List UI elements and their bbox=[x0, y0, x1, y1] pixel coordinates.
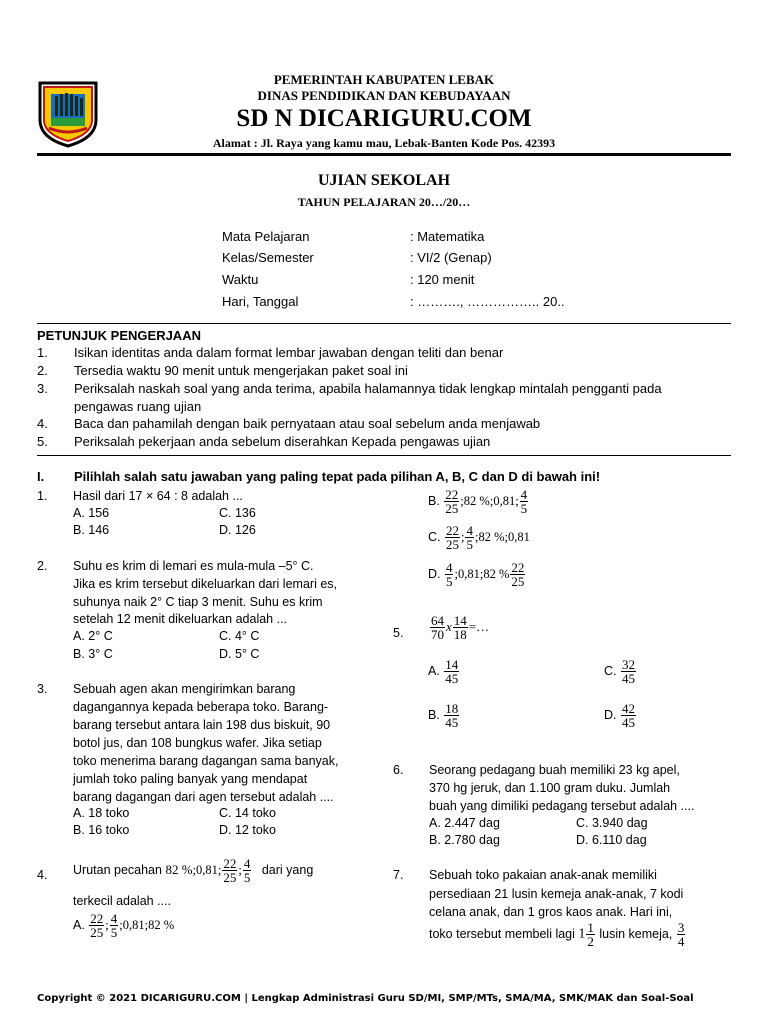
info-label: Hari, Tanggal bbox=[222, 294, 299, 309]
question-7: 7. Sebuah toko pakaian anak-anak memiliki persediaan 21 lusin kemeja anak-anak, 7 kodi celana anak, dan 1 gros kaos anak. Hari ini, toko tersebut membeli lagi 1 $\frac{1}{2}$ lusin kemeja, $\frac{3}{4}$ bbox=[393, 868, 685, 949]
question-4: 4. Urutan pecahan 82 %;0,81; $\frac{22}{25}$ ; $\frac{4}{5}$ dari yang terkecil adalah .... A. $\frac{22}{25}$ ; $\frac{4}{5}$ ;0,81;82 % bbox=[37, 856, 314, 940]
option-b[interactable]: B. $\frac{22}{25}$ ;82 %;0,81; $\frac{4}{5}$ bbox=[428, 487, 528, 516]
option-c[interactable]: C. $\frac{32}{45}$ bbox=[604, 657, 635, 686]
question-5: 5. $\frac{64}{70}$ x $\frac{14}{18}$ =… A. $\frac{14}{45}$ C. $\frac{32}{45}$ B. $\frac{18}{45}$ D. $\frac{42}{45}$ bbox=[393, 613, 635, 730]
info-value: : ………., …………….. 20.. bbox=[410, 294, 565, 309]
exam-year: TAHUN PELAJARAN 20…/20… bbox=[297, 195, 471, 209]
info-label: Waktu bbox=[222, 272, 259, 287]
exam-title: UJIAN SEKOLAH bbox=[317, 172, 451, 189]
option-a[interactable]: A. 18 toko bbox=[73, 806, 130, 820]
question-2: 2. Suhu es krim di lemari es mula-mula –5° C. Jika es krim tersebut dikeluarkan dari lemari es, suhunya naik 2° C tiap 3 menit. Suhu es krim setelah 12 menit dikeluarkan adalah ... A. 2° C C. 4° C B. 3° C D. 5° C bbox=[37, 559, 337, 661]
info-value: : Matematika bbox=[410, 229, 485, 244]
option-a[interactable]: A. 156 bbox=[73, 506, 110, 520]
option-b[interactable]: B. 2.780 dag bbox=[429, 833, 500, 847]
option-a[interactable]: A. 2.447 dag bbox=[429, 816, 500, 830]
footer-copyright: Copyright © 2021 DICARIGURU.COM | Lengkap Administrasi Guru SD/MI, SMP/MTs, SMA/MA, SMK/MAK dan Soal-Soal bbox=[37, 993, 694, 1004]
option-b[interactable]: B. 146 bbox=[73, 523, 110, 537]
option-c[interactable]: C. 3.940 dag bbox=[576, 816, 648, 830]
instruction-item: 2. Tersedia waktu 90 menit untuk mengerjakan paket soal ini bbox=[37, 363, 408, 378]
instructions-title: PETUNJUK PENGERJAAN bbox=[37, 328, 201, 343]
option-a[interactable]: A. $\frac{14}{45}$ bbox=[428, 657, 459, 686]
header-divider-thick bbox=[37, 153, 731, 156]
department-name: DINAS PENDIDIKAN DAN KEBUDAYAAN bbox=[257, 88, 511, 103]
question-6: 6. Seorang pedagang buah memiliki 23 kg apel, 370 hg jeruk, dan 1.100 gram duku. Jumlah buah yang dimiliki pedagang tersebut adalah .... A. 2.447 dag C. 3.940 dag B. 2.780 dag D. 6.110 dag bbox=[393, 763, 695, 847]
info-value: : VI/2 (Genap) bbox=[410, 250, 492, 265]
section-heading: I. Pilihlah salah satu jawaban yang paling tepat pada pilihan A, B, C dan D di bawah ini! bbox=[37, 469, 601, 484]
info-label: Kelas/Semester bbox=[222, 250, 314, 265]
question-1: 1. Hasil dari 17 × 64 : 8 adalah ... A. 156 C. 136 B. 146 D. 126 bbox=[37, 489, 256, 537]
school-name: SD N DICARIGURU.COM bbox=[236, 105, 532, 132]
option-c[interactable]: C. 136 bbox=[219, 506, 256, 520]
option-a[interactable]: A. 2° C bbox=[73, 629, 113, 643]
school-address: Alamat : Jl. Raya yang kamu mau, Lebak-Banten Kode Pos. 42393 bbox=[212, 136, 556, 150]
option-c[interactable]: C. $\frac{22}{25}$ ; $\frac{4}{5}$ ;82 %;0,81 bbox=[428, 523, 530, 552]
option-d[interactable]: D. 12 toko bbox=[219, 823, 276, 837]
instruction-item: 5. Periksalah pekerjaan anda sebelum diserahkan Kepada pengawas ujian bbox=[37, 434, 491, 449]
option-c[interactable]: C. 4° C bbox=[219, 629, 260, 643]
option-d[interactable]: D. $\frac{4}{5}$ ;0,81;82 % $\frac{22}{25}$ bbox=[428, 560, 525, 589]
option-d[interactable]: D. $\frac{42}{45}$ bbox=[604, 701, 635, 730]
option-b[interactable]: B. $\frac{18}{45}$ bbox=[428, 701, 459, 730]
option-d[interactable]: D. 5° C bbox=[219, 647, 260, 661]
government-name: PEMERINTAH KABUPATEN LEBAK bbox=[273, 72, 495, 87]
option-c[interactable]: C. 14 toko bbox=[219, 806, 276, 820]
option-b[interactable]: B. 3° C bbox=[73, 647, 113, 661]
instruction-item: 1. Isikan identitas anda dalam format lembar jawaban dengan teliti dan benar bbox=[37, 345, 504, 360]
info-label: Mata Pelajaran bbox=[222, 229, 310, 244]
option-b[interactable]: B. 16 toko bbox=[73, 823, 130, 837]
question-3: 3. Sebuah agen akan mengirimkan barang dagangannya kepada beberapa toko. Barang- barang tersebut antara lain 198 dus biskuit, 90 botol jus, dan 108 bungkus wafer. Jika setiap toko menerima barang dagangan sama banyak, jumlah toko paling banyak yang mendapat barang dagangan dari agen tersebut adalah .... A. 18 toko C. 14 toko B. 16 toko D. 12 toko bbox=[37, 682, 339, 837]
option-d[interactable]: D. 6.110 dag bbox=[576, 833, 647, 847]
instruction-item: 3. Periksalah naskah soal yang anda terima, apabila halamannya tidak lengkap mintalah pengganti pada bbox=[37, 381, 662, 396]
info-value: : 120 menit bbox=[410, 272, 475, 287]
option-a[interactable]: A. $\frac{22}{25}$ ; $\frac{4}{5}$ ;0,81;82 % bbox=[73, 911, 175, 940]
instruction-item: 4. Baca dan pahamilah dengan baik pernyataan atau soal sebelum anda menjawab bbox=[37, 416, 541, 431]
section-divider bbox=[37, 455, 731, 456]
instructions-divider bbox=[37, 323, 731, 324]
option-d[interactable]: D. 126 bbox=[219, 523, 256, 537]
